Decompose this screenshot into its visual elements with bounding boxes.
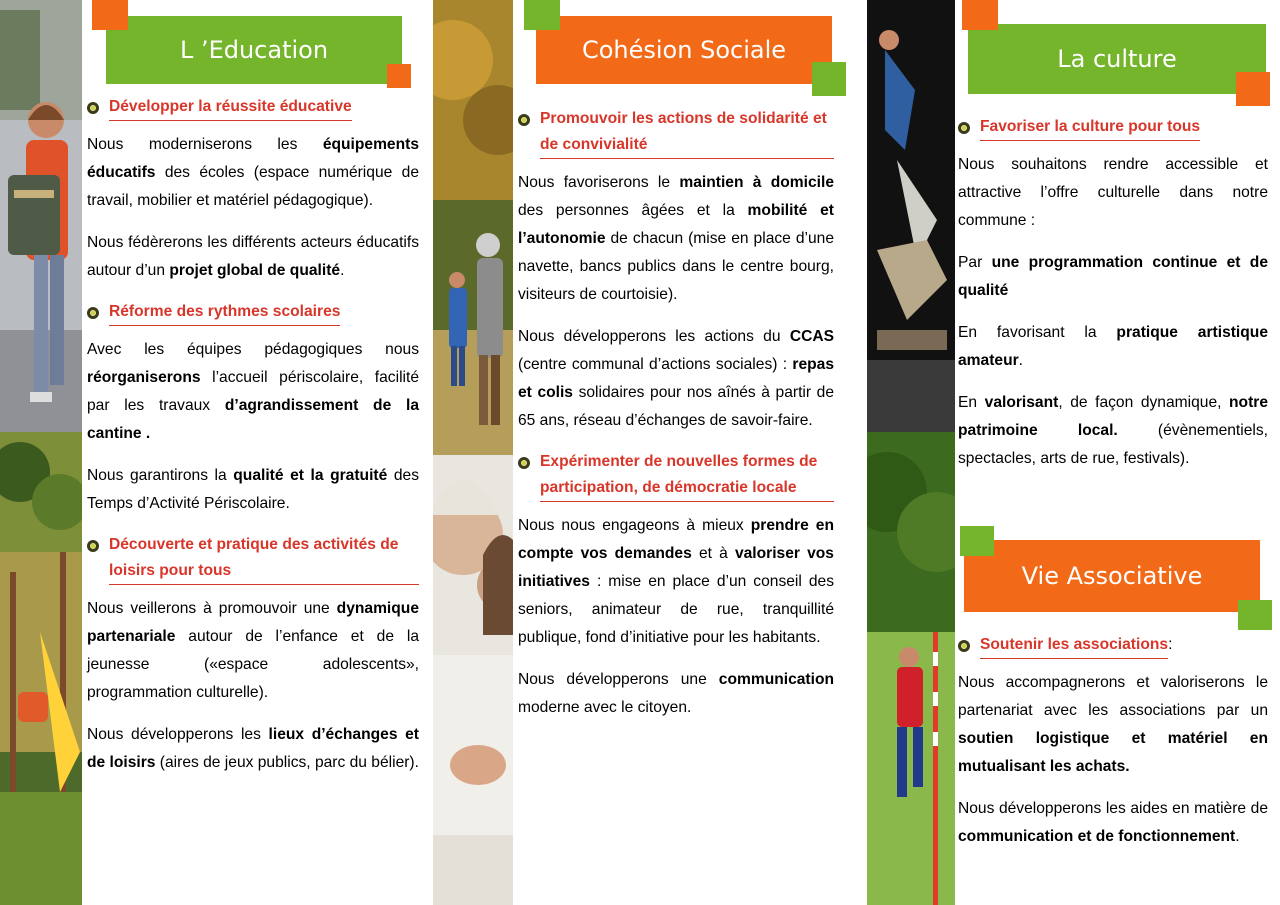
text-run: . xyxy=(1018,352,1024,369)
text-run: des personnes âgées et la xyxy=(518,202,748,219)
culture-header-accent-bottom xyxy=(1236,72,1270,106)
text-run: des écoles (espace numérique de travail, mobilier et matériel pédagogique). xyxy=(87,164,419,209)
cohesion-subtitle-1 xyxy=(518,106,834,159)
bold-text: d’agrandissement de la cantine . xyxy=(87,397,419,442)
text-run: de chacun (mise en place d’une navette, bancs publics dans le centre bourg, visiteurs de courtoisie). xyxy=(518,230,834,303)
paragraph xyxy=(518,666,834,722)
text-run: Nous souhaitons rendre accessible et attractive l’offre culturelle dans notre commune : xyxy=(958,156,1268,229)
associative-column xyxy=(958,632,1268,865)
bold-text: maintien à domicile xyxy=(679,174,834,191)
subtitle-text: Réforme des rythmes scolaires xyxy=(109,299,340,326)
text-run: Nous veillerons à promouvoir une xyxy=(87,600,337,617)
associative-subtitle-1 xyxy=(958,632,1268,659)
bold-text: une programmation continue et de qualité xyxy=(958,254,1268,299)
paragraph xyxy=(518,169,834,309)
paragraph xyxy=(958,795,1268,851)
paragraph xyxy=(87,721,419,777)
education-subtitle-1 xyxy=(87,94,419,121)
text-run: . xyxy=(340,262,345,279)
education-subtitle-2 xyxy=(87,299,419,326)
bold-text: communication xyxy=(718,671,834,688)
paragraph xyxy=(958,151,1268,235)
text-run: Nous développerons les actions du xyxy=(518,328,790,345)
paragraph xyxy=(958,389,1268,473)
bullet-icon xyxy=(87,540,99,552)
text-run: Nous développerons une xyxy=(518,671,719,688)
culture-header xyxy=(968,24,1266,94)
paragraph xyxy=(87,462,419,518)
text-run: En favorisant la xyxy=(958,324,1117,341)
text-run: Nous moderniserons les xyxy=(87,136,323,153)
seniors-photo xyxy=(433,455,513,905)
bold-text: notre patrimoine local. xyxy=(958,394,1268,439)
culture-title: La culture xyxy=(1057,45,1177,73)
cohesion-header xyxy=(536,16,832,84)
cohesion-header-accent-bottom xyxy=(812,62,846,96)
cohesion-header-accent-top xyxy=(524,0,560,30)
bold-text: mobilité et l’autonomie xyxy=(518,202,834,247)
schoolchild-photo xyxy=(0,0,82,432)
bold-text: lieux d’échanges et de loisirs xyxy=(87,726,419,771)
cohesion-column xyxy=(518,106,834,736)
paragraph xyxy=(958,319,1268,375)
text-run: autour de l’enfance et de la jeunesse («espace adolescents», programmation culturelle). xyxy=(87,628,419,701)
cohesion-subtitle-2 xyxy=(518,449,834,502)
bullet-icon xyxy=(87,307,99,319)
paragraph xyxy=(518,323,834,435)
paragraph xyxy=(958,249,1268,305)
subtitle-text: Développer la réussite éducative xyxy=(109,94,352,121)
bullet-icon xyxy=(518,457,530,469)
text-run: moderne avec le citoyen. xyxy=(518,699,692,716)
family-walk-photo xyxy=(433,0,513,455)
paragraph xyxy=(87,595,419,707)
bold-text: équipements éducatifs xyxy=(87,136,419,181)
associative-header-accent-top xyxy=(960,526,994,556)
bold-text: qualité et la gratuité xyxy=(233,467,388,484)
bold-text: communication et de fonctionnement xyxy=(958,828,1236,845)
playground-photo xyxy=(0,432,82,905)
subtitle-text: Favoriser la culture pour tous xyxy=(980,114,1200,141)
bullet-icon xyxy=(87,102,99,114)
bold-text: CCAS xyxy=(789,328,834,345)
subtitle-suffix: : xyxy=(1168,636,1173,653)
paragraph xyxy=(87,131,419,215)
bold-text: réorganiserons xyxy=(87,369,201,386)
subtitle-text: Soutenir les associations xyxy=(980,632,1168,659)
bold-text: valorisant xyxy=(984,394,1059,411)
culture-header-accent-top xyxy=(962,0,998,30)
text-run: et à xyxy=(691,545,735,562)
education-title: L ’Education xyxy=(179,36,329,64)
text-run: Par xyxy=(958,254,992,271)
associative-header xyxy=(964,540,1260,612)
bold-text: dynamique partenariale xyxy=(87,600,419,645)
text-run: (aires de jeux publics, parc du bélier). xyxy=(155,754,419,771)
text-run: . xyxy=(1235,828,1240,845)
cohesion-title: Cohésion Sociale xyxy=(581,36,787,64)
text-run: des Temps d’Activité Périscolaire. xyxy=(87,467,419,512)
text-run: , de façon dynamique, xyxy=(1058,394,1230,411)
associative-title: Vie Associative xyxy=(1021,562,1203,590)
education-column xyxy=(87,94,419,791)
education-header-accent-bottom xyxy=(387,64,411,88)
text-run: Nous fédèrerons les différents acteurs éducatifs autour d’un xyxy=(87,234,419,279)
text-run: Nous développerons les aides en matière de xyxy=(958,800,1268,817)
text-run: Nous accompagnerons et valoriserons le partenariat avec les associations par un xyxy=(958,674,1268,719)
bold-text: pratique artistique amateur xyxy=(958,324,1268,369)
associative-header-accent-bottom xyxy=(1238,600,1272,630)
paragraph xyxy=(87,336,419,448)
subtitle-text: Expérimenter de nouvelles formes de participation, de démocratie locale xyxy=(540,449,834,502)
text-run: : mise en place d’un conseil des seniors, animateur de rue, tranquillité publique, fond d’initiative pour les habitants. xyxy=(518,573,834,646)
dancer-photo xyxy=(867,0,955,432)
subtitle-text: Découverte et pratique des activités de loisirs pour tous xyxy=(109,532,419,585)
culture-column xyxy=(958,114,1268,487)
paragraph xyxy=(518,512,834,652)
text-run: Nous développerons les xyxy=(87,726,269,743)
subtitle-text: Promouvoir les actions de solidarité et de convivialité xyxy=(540,106,834,159)
bold-text: prendre en compte vos demandes xyxy=(518,517,835,562)
text-run: En xyxy=(958,394,985,411)
bullet-icon xyxy=(958,122,970,134)
text-run: Avec les équipes pédagogiques nous xyxy=(87,341,419,358)
bold-text: repas et colis xyxy=(518,356,834,401)
education-header xyxy=(106,16,402,84)
paragraph xyxy=(958,669,1268,781)
text-run: Nous garantirons la xyxy=(87,467,234,484)
text-run: l’accueil périscolaire, facilité par les travaux xyxy=(87,369,419,414)
text-run: solidaires pour nos aînés à partir de 65 ans, réseau d’échanges de savoir-faire. xyxy=(518,384,835,429)
bullet-icon xyxy=(518,114,530,126)
bold-text: soutien logistique et matériel en mutualisant les achats. xyxy=(958,730,1268,775)
bullet-icon xyxy=(958,640,970,652)
sports-photo xyxy=(867,432,955,905)
text-run: (centre communal d’actions sociales) : xyxy=(518,356,793,373)
text-run: Nous favoriserons le xyxy=(518,174,680,191)
bold-text: valoriser vos initiatives xyxy=(518,545,834,590)
education-header-accent-top xyxy=(92,0,128,30)
bold-text: projet global de qualité xyxy=(169,262,341,279)
paragraph xyxy=(87,229,419,285)
education-subtitle-3 xyxy=(87,532,419,585)
text-run: Nous nous engageons à mieux xyxy=(518,517,751,534)
text-run: (évènementiels, spectacles, arts de rue, festivals). xyxy=(958,422,1268,467)
culture-subtitle-1 xyxy=(958,114,1268,141)
